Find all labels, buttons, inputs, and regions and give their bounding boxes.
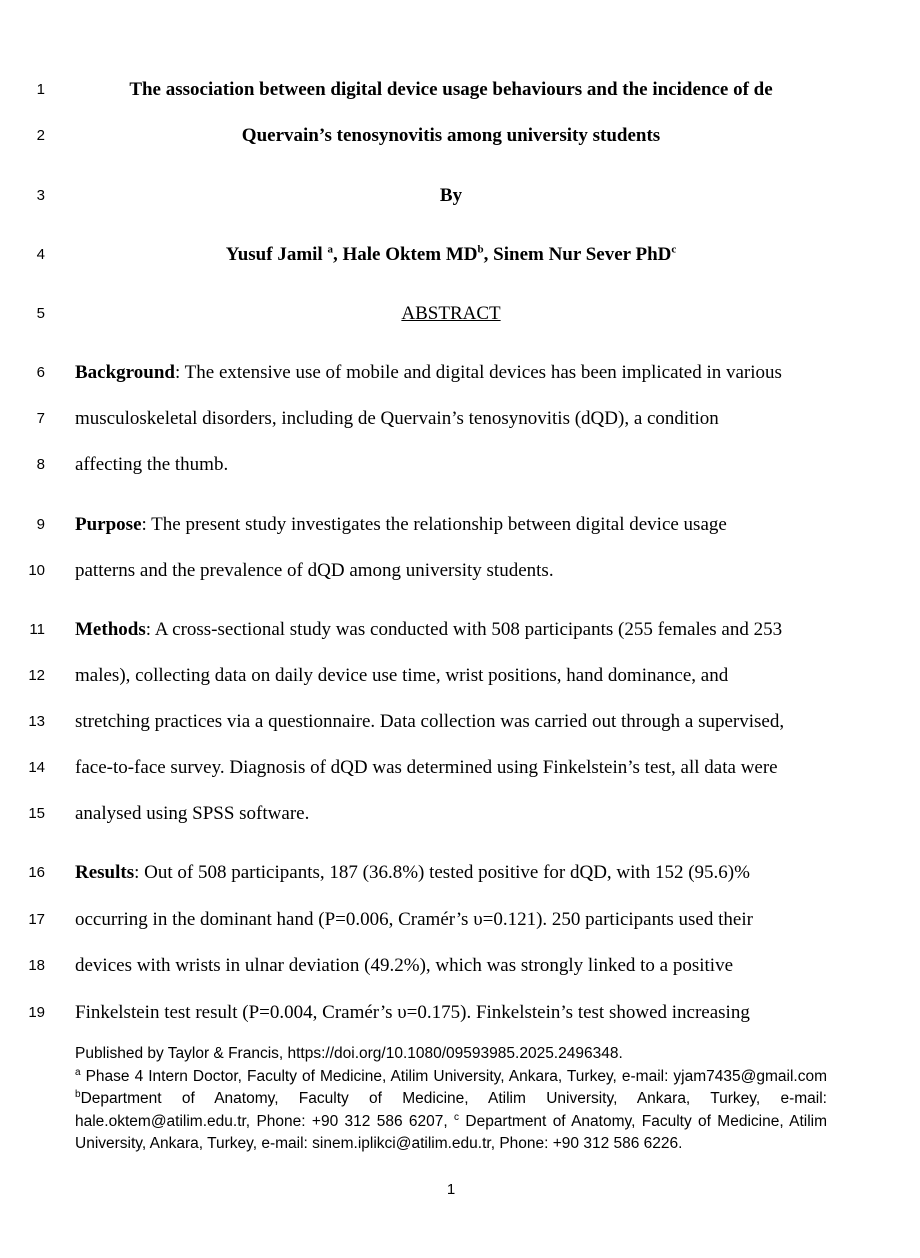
author-1-affiliation-mark: a: [327, 243, 333, 256]
line-number: 13: [28, 713, 45, 730]
background-line-3: affecting the thumb.: [75, 454, 229, 475]
background-line-1: Background: The extensive use of mobile and digital devices has been implicated in various: [75, 362, 782, 383]
background-label: Background: [75, 362, 175, 383]
methods-label: Methods: [75, 619, 146, 640]
results-line-2: occurring in the dominant hand (P=0.006, Cramér’s υ=0.121). 250 participants used their: [75, 909, 753, 930]
methods-line-3: stretching practices via a questionnaire. Data collection was carried out through a supervised,: [75, 711, 785, 732]
purpose-line-1: Purpose: The present study investigates the relationship between digital device usage: [75, 514, 727, 535]
line-number: 7: [36, 410, 45, 427]
manuscript-line-7: [0, 407, 920, 431]
affiliation-c: Department of Anatomy, Faculty of Medicine, Atilim University, Ankara, Turkey, e-mail: sinem.iplikci@atilim.edu.tr, Phone: +90 312 586 6226.: [75, 1112, 827, 1152]
manuscript-line-15: [0, 802, 920, 826]
purpose-line-2: patterns and the prevalence of dQD among university students.: [75, 560, 554, 581]
line-number: 10: [28, 562, 45, 579]
author-list: [0, 243, 902, 267]
manuscript-line-14: [0, 756, 920, 780]
affiliation-mark-c: c: [454, 1111, 460, 1123]
affiliations: [75, 1066, 827, 1156]
line-number: 3: [36, 187, 45, 204]
manuscript-line-12: [0, 664, 920, 688]
line-number: 19: [28, 1004, 45, 1021]
manuscript-line-9: [0, 513, 920, 537]
author-3-affiliation-mark: c: [671, 243, 677, 256]
publication-note: Published by Taylor & Francis, https://doi.org/10.1080/09593985.2025.2496348.: [75, 1045, 623, 1062]
manuscript-line-10: [0, 559, 920, 583]
line-number: 9: [36, 516, 45, 533]
line-number: 12: [28, 667, 45, 684]
line-number: 17: [28, 911, 45, 928]
line-number: 1: [36, 81, 45, 98]
line-number: 8: [36, 456, 45, 473]
footnote: [75, 1043, 827, 1156]
line-number: 16: [28, 864, 45, 881]
manuscript-line-13: [0, 710, 920, 734]
manuscript-line-8: [0, 453, 920, 477]
page-number: 1: [446, 1181, 456, 1198]
manuscript-line-6: [0, 361, 920, 385]
author-3: , Sinem Nur Sever PhD: [483, 244, 672, 265]
line-number: 4: [36, 246, 45, 263]
line-number: 5: [36, 305, 45, 322]
manuscript-line-5: [0, 302, 920, 326]
line-number: 2: [36, 127, 45, 144]
affiliation-a: Phase 4 Intern Doctor, Faculty of Medicine, Atilim University, Ankara, Turkey, e-mail: yjam7435@gmail.com: [80, 1067, 827, 1085]
methods-line-5: analysed using SPSS software.: [75, 803, 310, 824]
abstract-heading: ABSTRACT: [401, 303, 501, 324]
affiliation-b: Department of Anatomy, Faculty of Medicine, Atilim University, Ankara, Turkey, e-mail: hale.oktem@atilim.edu.tr, Phone: +90 312 586 6207,: [75, 1090, 827, 1130]
affiliation-mark-a: a: [75, 1066, 81, 1078]
results-line-3: devices with wrists in ulnar deviation (49.2%), which was strongly linked to a positive: [75, 955, 734, 976]
manuscript-line-18: [0, 954, 920, 978]
manuscript-line-3: [0, 184, 920, 208]
results-line-4: Finkelstein test result (P=0.004, Cramér’s υ=0.175). Finkelstein’s test showed increasing: [75, 1002, 750, 1023]
affiliation-mark-b: b: [75, 1088, 81, 1100]
paper-title-line-1: The association between digital device usage behaviours and the incidence of de: [129, 79, 773, 100]
manuscript-line-11: [0, 618, 920, 642]
methods-line-2: males), collecting data on daily device use time, wrist positions, hand dominance, and: [75, 665, 729, 686]
by-label: By: [439, 185, 463, 206]
author-1: Yusuf Jamil: [225, 244, 328, 265]
manuscript-line-4: [0, 243, 920, 267]
manuscript-line-19: [0, 1001, 920, 1025]
line-number: 11: [29, 621, 45, 638]
background-line-2: musculoskeletal disorders, including de Quervain’s tenosynovitis (dQD), a condition: [75, 408, 719, 429]
author-2: , Hale Oktem MD: [332, 244, 478, 265]
manuscript-line-2: [0, 124, 920, 148]
methods-line-4: face-to-face survey. Diagnosis of dQD was determined using Finkelstein’s test, all data were: [75, 757, 778, 778]
manuscript-line-16: [0, 861, 920, 885]
line-number: 15: [28, 805, 45, 822]
line-number: 6: [36, 364, 45, 381]
manuscript-line-17: [0, 908, 920, 932]
author-2-affiliation-mark: b: [477, 243, 484, 256]
methods-line-1: Methods: A cross-sectional study was conducted with 508 participants (255 females and 253: [75, 619, 783, 640]
purpose-label: Purpose: [75, 514, 142, 535]
manuscript-line-1: [0, 78, 920, 102]
results-line-1: Results: Out of 508 participants, 187 (36.8%) tested positive for dQD, with 152 (95.6)%: [75, 862, 750, 883]
line-number: 14: [28, 759, 45, 776]
paper-title-line-2: Quervain’s tenosynovitis among university students: [241, 125, 661, 146]
line-number: 18: [28, 957, 45, 974]
results-label: Results: [75, 862, 135, 883]
